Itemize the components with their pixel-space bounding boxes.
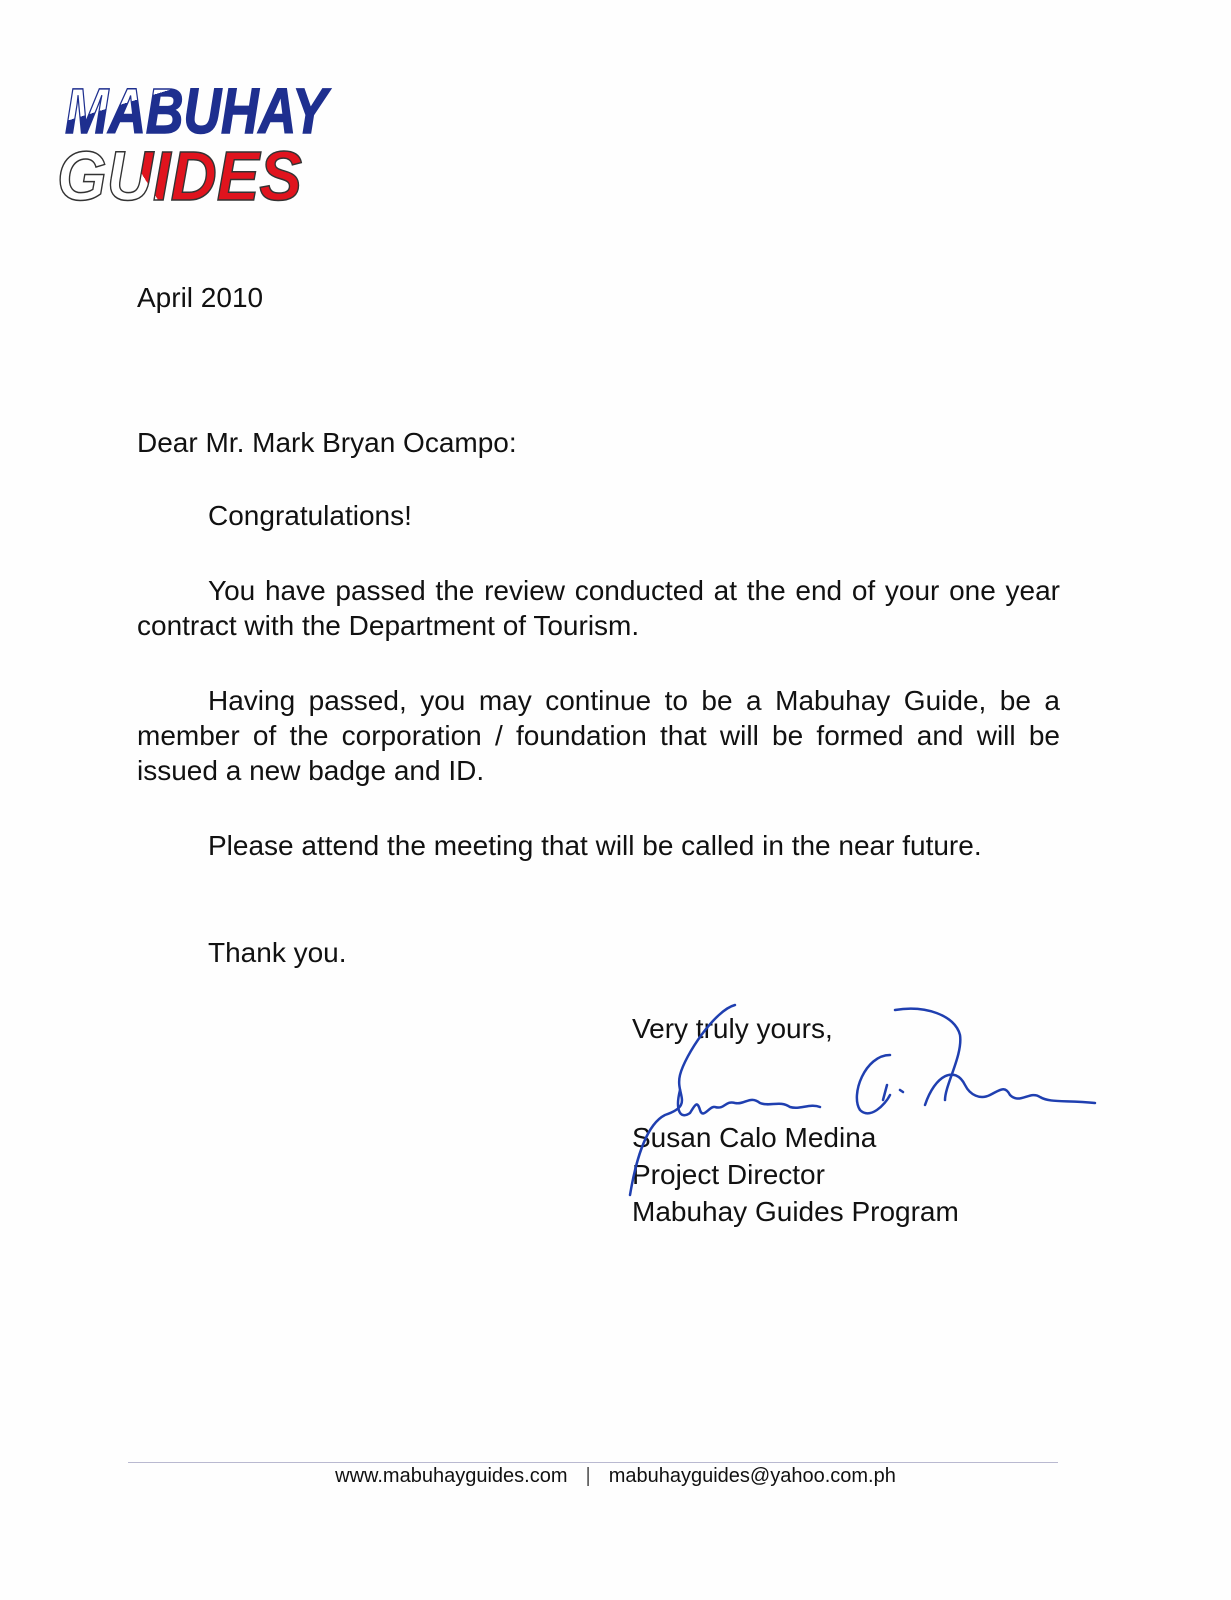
paragraph-congratulations: Congratulations! <box>208 500 412 531</box>
mabuhay-guides-logo <box>55 75 345 215</box>
signatory-title: Project Director <box>632 1159 825 1190</box>
footer-email-link[interactable]: mabuhayguides@yahoo.com.ph <box>608 1465 896 1487</box>
signatory-organization: Mabuhay Guides Program <box>632 1196 959 1227</box>
paragraph-review: You have passed the review conducted at the end of your one year contract with the Department of Tourism. <box>137 575 1060 641</box>
footer-separator: | <box>585 1465 591 1487</box>
handwritten-signature <box>625 995 1125 1215</box>
paragraph-membership: Having passed, you may continue to be a Mabuhay Guide, be a member of the corporation / foundation that will be formed and will be issued a new badge and ID. <box>137 685 1060 786</box>
salutation: Dear Mr. Mark Bryan Ocampo: <box>137 427 517 458</box>
svg-text:GUIDES: GUIDES <box>57 137 302 215</box>
footer <box>0 1462 1231 1490</box>
letter-date: April 2010 <box>137 282 264 313</box>
footer-website-link[interactable]: www.mabuhayguides.com <box>335 1465 568 1487</box>
paragraph-meeting: Please attend the meeting that will be called in the near future. <box>208 830 982 861</box>
signatory-name: Susan Calo Medina <box>632 1122 877 1153</box>
svg-text:MABUHAY: MABUHAY <box>65 75 332 147</box>
paragraph-thanks: Thank you. <box>208 937 347 968</box>
valediction: Very truly yours, <box>632 1013 833 1044</box>
